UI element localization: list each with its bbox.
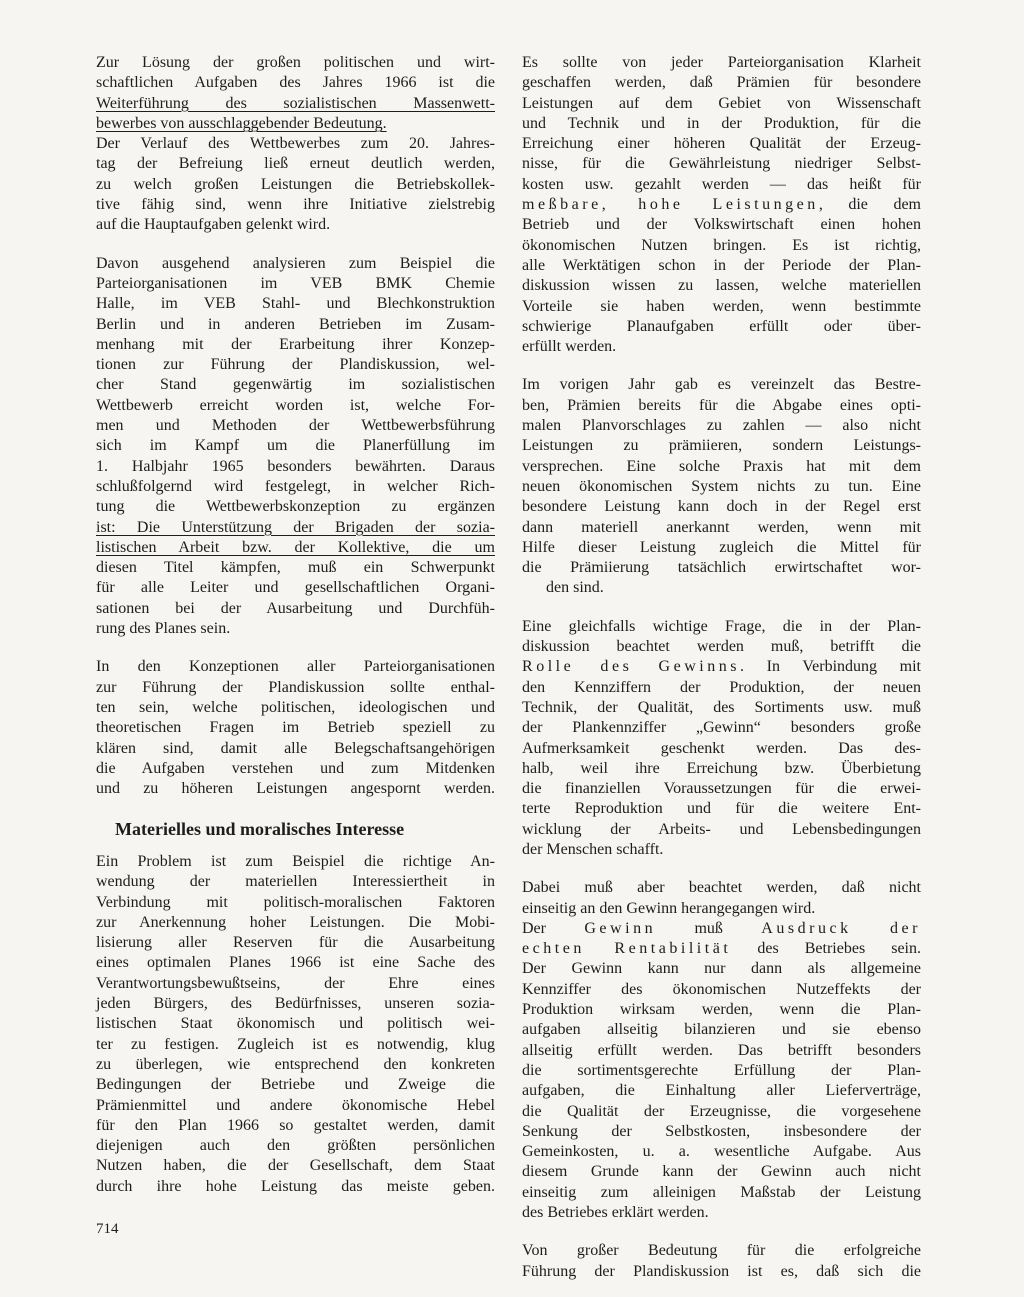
text-line: tung die Wettbewerbskonzeption zu ergänzen bbox=[96, 498, 495, 516]
text-line: und zu höheren Leistungen angespornt werden. bbox=[96, 780, 495, 798]
text-line: Erreichung einer höheren Qualität der Erzeug- bbox=[522, 135, 921, 153]
text-line: einseitig an den Gewinn herangegangen wird. bbox=[522, 899, 816, 917]
text-line: tionen zur Führung der Plandiskussion, wel- bbox=[96, 356, 495, 374]
text-line: schlußfolgernd wird festgelegt, in welcher Rich- bbox=[96, 477, 495, 495]
text-line: Gemeinkosten, u. a. wesentliche Aufgabe. Aus bbox=[522, 1143, 921, 1161]
text-line: eines optimalen Planes 1966 ist eine Sache des bbox=[96, 954, 495, 972]
text-line: tive fähig sind, wenn ihre Initiative zielstrebig bbox=[96, 196, 495, 214]
text-line: zu welch großen Leistungen die Betriebskollek- bbox=[96, 175, 495, 193]
text-span: , die dem bbox=[818, 196, 921, 214]
text-line: zur Anerkennung hoher Leistungen. Die Mobi- bbox=[96, 913, 495, 931]
text-line: Aufmerksamkeit geschenkt werden. Das des- bbox=[522, 739, 921, 757]
text-line: Ein Problem ist zum Beispiel die richtige An- bbox=[96, 853, 495, 870]
text-line: ter zu festigen. Zugleich ist es notwendig, klug bbox=[96, 1035, 495, 1053]
text-line: Weiterführung des sozialistischen Massenwett- bbox=[96, 94, 495, 112]
text-line: Im vorigen Jahr gab es vereinzelt das Bestre- bbox=[522, 376, 921, 394]
text-line: jeden Bürgers, des Bedürfnisses, unseren sozia- bbox=[96, 995, 495, 1013]
text-line: Es sollte von jeder Parteiorganisation Klarheit bbox=[522, 54, 921, 71]
text-line: durch ihre hohe Leistung das meiste geben. bbox=[96, 1177, 495, 1195]
text-line: zu überlegen, wie entsprechend den konkreten bbox=[96, 1055, 495, 1073]
text-line: 1. Halbjahr 1965 besonders bewährten. Daraus bbox=[96, 457, 495, 475]
text-line: die finanziellen Voraussetzungen für die erwei- bbox=[522, 780, 921, 798]
paragraph bbox=[522, 617, 921, 861]
text-line: kosten usw. gezahlt werden — das heißt für bbox=[522, 175, 921, 193]
text-line: sationen bei der Ausarbeitung und Durchfüh- bbox=[96, 599, 495, 617]
text-line: aufgaben, die Einhaltung aller Lieferverträge, bbox=[522, 1082, 921, 1100]
text-line: den sind. bbox=[546, 579, 604, 597]
text-line: schaftlichen Aufgaben des Jahres 1966 ist die bbox=[96, 74, 495, 92]
text-line: und Technik und in der Produktion, für die bbox=[522, 114, 921, 132]
text-line: wendung der materiellen Interessiertheit in bbox=[96, 873, 495, 891]
text-line: Hilfe dieser Leistung zugleich die Mittel für bbox=[522, 538, 921, 556]
text-line: Berlin und in anderen Betrieben im Zusam- bbox=[96, 315, 495, 333]
text-line: Der Gewinn kann nur dann als allgemeine bbox=[522, 960, 921, 978]
text-line: diesen Titel kämpfen, muß ein Schwerpunkt bbox=[96, 559, 495, 577]
paragraph bbox=[522, 53, 921, 357]
text-line: zur Führung der Plandiskussion sollte enthal- bbox=[96, 678, 495, 696]
text-line: Senkung der Selbstkosten, insbesondere der bbox=[522, 1122, 921, 1140]
paragraph bbox=[96, 657, 495, 799]
text-line bbox=[522, 195, 921, 215]
text-line: dann materiell anerkannt werden, wenn mit bbox=[522, 518, 921, 536]
text-line: geschaffen werden, daß Prämien für besondere bbox=[522, 74, 921, 92]
text-line: diesem Grunde kann der Gewinn auch nicht bbox=[522, 1163, 921, 1181]
paragraph bbox=[522, 1241, 921, 1282]
text-line: Produktion wirksam werden, wenn die Plan- bbox=[522, 1001, 921, 1019]
emphasis-text: meßbare, hohe Leistungen bbox=[522, 196, 819, 214]
text-line: für den Plan 1966 so gestaltet werden, damit bbox=[96, 1116, 495, 1134]
text-line: alle Werktätigen schon in der Periode der Plan- bbox=[522, 256, 921, 274]
left-column-lower bbox=[96, 852, 495, 1197]
text-line: allseitig erfüllt werden. Das betrifft besonders bbox=[522, 1041, 921, 1059]
text-line: versprechen. Eine solche Praxis hat mit dem bbox=[522, 457, 921, 475]
text-span: muß bbox=[694, 919, 723, 937]
text-line: tag der Befreiung ließ erneut deutlich werden, bbox=[96, 155, 495, 173]
text-line: der Plankennziffer „Gewinn“ besonders große bbox=[522, 719, 921, 737]
text-line: die Prämiierung tatsächlich erwirtschaftet wor- bbox=[522, 559, 921, 577]
text-line: Verbindung mit politisch-moralischen Faktoren bbox=[96, 893, 495, 911]
text-line: diskussion wissen zu lassen, welche materiellen bbox=[522, 277, 921, 295]
text-line bbox=[522, 939, 921, 959]
text-line: bewerbes von ausschlaggebender Bedeutung. bbox=[96, 114, 387, 132]
text-line: cher Stand gegenwärtig im sozialistischen bbox=[96, 376, 495, 394]
text-line: Vorteile sie haben werden, wenn bestimmte bbox=[522, 297, 921, 315]
text-line: die Qualität der Erzeugnisse, die vorgesehene bbox=[522, 1102, 921, 1120]
text-line: Eine gleichfalls wichtige Frage, die in der Plan- bbox=[522, 617, 921, 635]
text-span: . In Verbindung mit bbox=[740, 658, 921, 676]
text-line: wicklung der Arbeits- und Lebensbedingungen bbox=[522, 820, 921, 838]
text-line: ökonomischen Nutzen bringen. Es ist richtig, bbox=[522, 236, 921, 254]
text-line: rung des Planes sein. bbox=[96, 620, 231, 638]
text-line: lisierung aller Reserven für die Ausarbeitung bbox=[96, 934, 495, 952]
right-column bbox=[522, 53, 921, 1282]
text-line: listischen Staat ökonomisch und politisch wei- bbox=[96, 1015, 495, 1033]
text-line: listischen Arbeit bzw. der Kollektive, die um bbox=[96, 538, 495, 556]
text-line: Betrieb und der Volkswirtschaft einen hohen bbox=[522, 216, 921, 234]
text-line: Der Verlauf des Wettbewerbes zum 20. Jahres- bbox=[96, 135, 495, 153]
text-line: Dabei muß aber beachtet werden, daß nicht bbox=[522, 879, 921, 897]
text-line: diskussion beachtet werden muß, betrifft die bbox=[522, 638, 921, 656]
text-line: ben, Prämien bereits für die Abgabe eines opti- bbox=[522, 396, 921, 414]
text-line: Bedingungen der Betriebe und Zweige die bbox=[96, 1076, 495, 1094]
text-line: Kennziffer des ökonomischen Nutzeffekts der bbox=[522, 980, 921, 998]
text-line: für alle Leiter und gesellschaftlichen Organi- bbox=[96, 579, 495, 597]
text-line: Zur Lösung der großen politischen und wirt- bbox=[96, 54, 495, 71]
text-line: die Aufgaben verstehen und zum Mitdenken bbox=[96, 759, 495, 777]
emphasis-text: Ausdruck bbox=[761, 919, 852, 937]
text-line: erfüllt werden. bbox=[522, 338, 617, 356]
paragraph bbox=[522, 878, 921, 1223]
text-line: men und Methoden der Wettbewerbsführung bbox=[96, 417, 495, 435]
text-line: neuen ökonomischen System nichts zu tun. Eine bbox=[522, 477, 921, 495]
text-line bbox=[522, 657, 921, 677]
text-line: Halle, im VEB Stahl- und Blechkonstruktion bbox=[96, 295, 495, 313]
text-line: nisse, für die Gewährleistung niedriger Selbst- bbox=[522, 155, 921, 173]
text-line: ist: Die Unterstützung der Brigaden der sozia- bbox=[96, 518, 495, 536]
text-line: malen Planvorschlages zu zahlen — also nicht bbox=[522, 417, 921, 435]
text-line: terte Reproduktion und für die weitere Ent- bbox=[522, 800, 921, 818]
text-line bbox=[522, 919, 921, 939]
page-number: 714 bbox=[96, 1221, 119, 1237]
text-line: Führung der Plandiskussion ist es, daß sich die bbox=[522, 1262, 921, 1280]
emphasis-text: Rolle des Gewinns bbox=[522, 658, 741, 676]
text-line: ten sein, welche politischen, ideologischen und bbox=[96, 698, 495, 716]
emphasis-text: der bbox=[889, 919, 921, 937]
paragraph bbox=[96, 53, 495, 236]
paragraph bbox=[96, 254, 495, 640]
emphasis-text: echten Rentabilität bbox=[522, 940, 732, 958]
text-line: menhang mit der Erarbeitung ihrer Konzep- bbox=[96, 335, 495, 353]
emphasis-text: Gewinn bbox=[584, 919, 657, 937]
text-line: Verantwortungsbewußtseins, der Ehre eines bbox=[96, 974, 495, 992]
text-line: auf die Hauptaufgaben gelenkt wird. bbox=[96, 216, 331, 234]
text-line: In den Konzeptionen aller Parteiorganisationen bbox=[96, 658, 495, 676]
text-span: des Betriebes sein. bbox=[731, 940, 921, 958]
left-column bbox=[96, 53, 495, 799]
text-line: Technik, der Qualität, des Sortiments usw. muß bbox=[522, 698, 921, 716]
text-line: Wettbewerb erreicht worden ist, welche For- bbox=[96, 396, 495, 414]
text-line: aufgaben allseitig bilanzieren und sie ebenso bbox=[522, 1021, 921, 1039]
paragraph bbox=[96, 852, 495, 1197]
text-line: Prämienmittel und andere ökonomische Hebel bbox=[96, 1096, 495, 1114]
text-line: die sortimentsgerechte Erfüllung der Plan- bbox=[522, 1061, 921, 1079]
text-line: Leistungen zu prämiieren, sondern Leistungs- bbox=[522, 437, 921, 455]
text-line: diejenigen auch den größten persönlichen bbox=[96, 1137, 495, 1155]
text-line: Nutzen haben, die der Gesellschaft, dem Staat bbox=[96, 1157, 495, 1175]
text-line: Parteiorganisationen im VEB BMK Chemie bbox=[96, 274, 495, 292]
text-line: besondere Leistung kann doch in der Regel erst bbox=[522, 498, 921, 516]
text-line: Davon ausgehend analysieren zum Beispiel die bbox=[96, 254, 495, 272]
text-line: halb, weil ihre Erreichung bzw. Überbietung bbox=[522, 759, 921, 777]
text-line: Leistungen auf dem Gebiet von Wissenschaft bbox=[522, 94, 921, 112]
section-heading: Materielles und moralisches Interesse bbox=[115, 819, 405, 839]
text-line: schwierige Planaufgaben erfüllt oder über- bbox=[522, 317, 921, 335]
text-line: des Betriebes erklärt werden. bbox=[522, 1204, 709, 1222]
text-line: einseitig zum alleinigen Maßstab der Leistung bbox=[522, 1183, 921, 1201]
text-line: Von großer Bedeutung für die erfolgreiche bbox=[522, 1242, 921, 1260]
text-line: sich im Kampf um die Planerfüllung im bbox=[96, 437, 495, 455]
paragraph bbox=[522, 375, 921, 598]
text-line: den Kennziffern der Produktion, der neuen bbox=[522, 678, 921, 696]
text-line: der Menschen schafft. bbox=[522, 840, 664, 858]
text-line: theoretischen Fragen im Betrieb speziell zu bbox=[96, 719, 495, 737]
text-span: Der bbox=[522, 919, 546, 937]
text-line: klären sind, damit alle Belegschaftsangehörigen bbox=[96, 739, 495, 757]
